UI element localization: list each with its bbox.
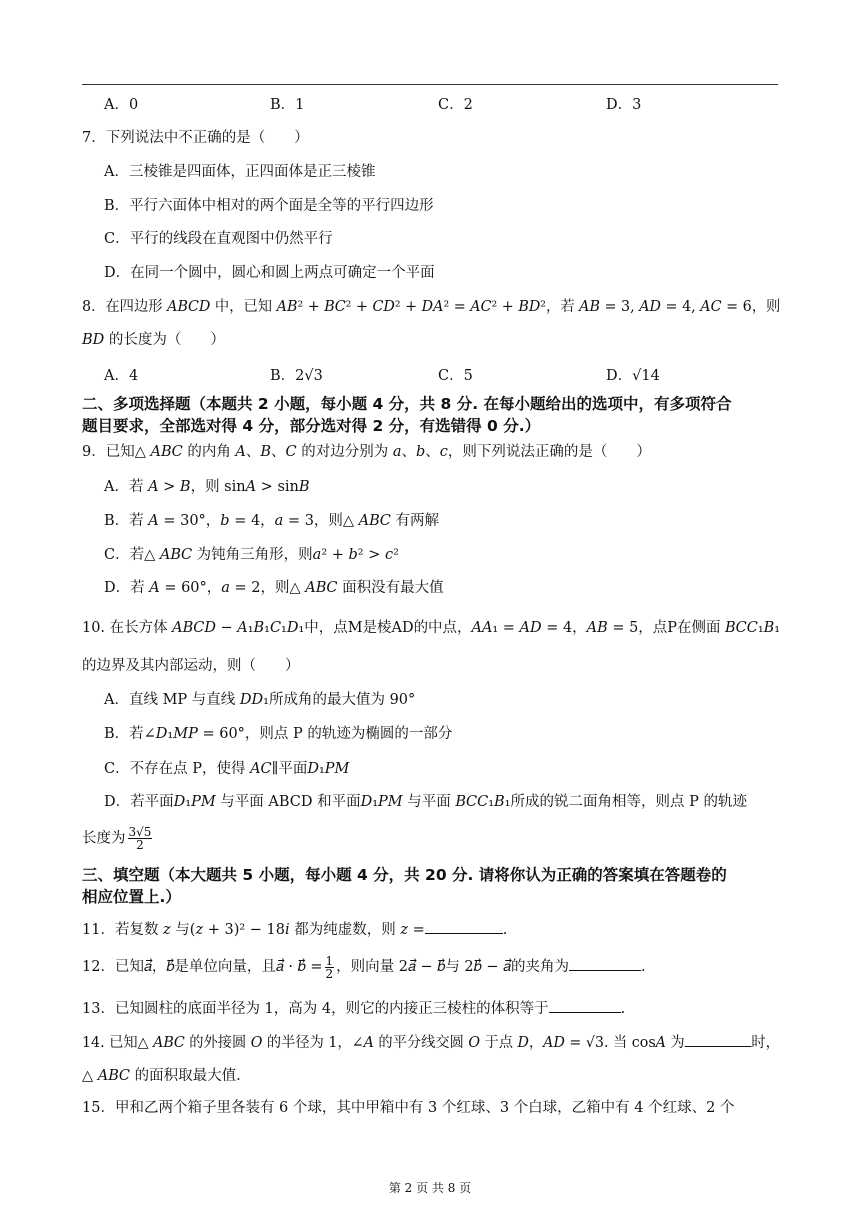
q12 xyxy=(82,954,646,980)
q6-option-c: C．2 xyxy=(438,97,473,113)
q11-end: . xyxy=(502,922,508,938)
q10-d-length-label: 长度为 xyxy=(82,830,126,847)
q10-d-fraction-num: 3√5 xyxy=(128,825,152,839)
section3-heading-line1: 三、填空题（本大题共 5 小题，每小题 4 分，共 20 分. 请将你认为正确的答案填在答题卷的 xyxy=(82,866,727,884)
q10-stem-line2: 的边界及其内部运动，则（ ） xyxy=(82,658,300,674)
q10-option-a: A．直线 MP 与直线 𝐷𝐷₁所成角的最大值为 90° xyxy=(104,692,416,708)
q6-option-d: D．3 xyxy=(606,97,642,113)
q6-option-a: A．0 xyxy=(104,97,139,113)
q10-d-fraction xyxy=(128,826,153,851)
q9-option-b: B．若 𝐴 = 30°，𝑏 = 4，𝑎 = 3，则△ 𝐴𝐵𝐶 有两解 xyxy=(104,513,440,529)
q14-line1-end: 时， xyxy=(751,1035,780,1051)
q8-option-d: D．√14 xyxy=(606,368,660,384)
q9-stem: 9．已知△ 𝐴𝐵𝐶 的内角 𝐴、𝐵、𝐶 的对边分别为 𝑎、𝑏、𝑐，则下列说法正确的是（ ） xyxy=(82,444,651,460)
q13-answer-blank[interactable] xyxy=(549,996,621,1013)
q12-fraction-num: 1 xyxy=(325,953,334,968)
q12-text-pre: 12．已知𝑎⃗，𝑏⃗是单位向量，且𝑎⃗ · 𝑏⃗ = xyxy=(82,959,323,975)
q13-text: 13．已知圆柱的底面半径为 1，高为 4，则它的内接正三棱柱的体积等于 xyxy=(82,1001,549,1017)
q7-option-a: A．三棱锥是四面体，正四面体是正三棱锥 xyxy=(104,164,376,180)
header-rule xyxy=(82,84,778,85)
q12-end: . xyxy=(641,959,646,975)
q10-stem-line1: 10. 在长方体 𝐴𝐵𝐶𝐷 − 𝐴₁𝐵₁𝐶₁𝐷₁中，点M是棱AD的中点，𝐴𝐴₁ = 𝐴𝐷 = 4，𝐴𝐵 = 5，点P在侧面 𝐵𝐶𝐶₁𝐵₁ xyxy=(82,620,781,636)
q13-end: . xyxy=(620,1001,626,1017)
q14-line2: △ 𝐴𝐵𝐶 的面积取最大值. xyxy=(82,1068,241,1084)
q15-line1: 15．甲和乙两个箱子里各装有 6 个球，其中甲箱中有 3 个红球、3 个白球，乙箱中有 4 个红球、2 个 xyxy=(82,1100,735,1116)
q8-option-a: A．4 xyxy=(104,368,139,384)
q11-text: 11．若复数 𝑧 与(𝑧 + 3)² − 18𝑖 都为纯虚数，则 𝑧 = xyxy=(82,922,425,938)
q14-line1 xyxy=(82,1030,780,1053)
q9-option-a: A．若 𝐴 > 𝐵，则 sin𝐴 > sin𝐵 xyxy=(104,479,310,495)
q8-option-c: C．5 xyxy=(438,368,473,384)
q10-d-fraction-den: 2 xyxy=(136,838,144,852)
q10-option-c: C．不存在点 P，使得 𝐴𝐶∥平面𝐷₁𝑃𝑀 xyxy=(104,761,350,777)
q14-answer-blank[interactable] xyxy=(685,1030,752,1047)
q8-stem-line2: 𝐵𝐷 的长度为（ ） xyxy=(82,332,225,348)
q12-answer-blank[interactable] xyxy=(569,954,641,971)
q7-option-d: D．在同一个圆中，圆心和圆上两点可确定一个平面 xyxy=(104,265,435,281)
section2-heading-line2: 题目要求，全部选对得 4 分，部分选对得 2 分，有选错得 0 分.） xyxy=(82,417,541,435)
section2-heading-line1: 二、多项选择题（本题共 2 小题，每小题 4 分，共 8 分. 在每小题给出的选项中，有多项符合 xyxy=(82,395,732,413)
q7-option-c: C．平行的线段在直观图中仍然平行 xyxy=(104,231,333,247)
q6-option-b: B．1 xyxy=(270,97,305,113)
q10-option-d-continued xyxy=(82,826,154,851)
page-footer: 第 2 页 共 8 页 xyxy=(388,1181,472,1195)
q14-text: 14. 已知△ 𝐴𝐵𝐶 的外接圆 𝑂 的半径为 1，∠𝐴 的平分线交圆 𝑂 于点 𝐷，𝐴𝐷 = √3. 当 cos𝐴 为 xyxy=(82,1035,685,1051)
q8-option-b: B．2√3 xyxy=(270,368,323,384)
q7-stem: 7．下列说法中不正确的是（ ） xyxy=(82,130,309,146)
q9-option-c: C．若△ 𝐴𝐵𝐶 为钝角三角形，则𝑎² + 𝑏² > 𝑐² xyxy=(104,547,399,563)
q12-fraction xyxy=(325,955,335,980)
q7-option-b: B．平行六面体中相对的两个面是全等的平行四边形 xyxy=(104,198,434,214)
section3-heading-line2: 相应位置上.） xyxy=(82,888,181,906)
q10-option-b: B．若∠𝐷₁𝑀𝑃 = 60°，则点 P 的轨迹为椭圆的一部分 xyxy=(104,726,453,742)
q8-stem-line1: 8．在四边形 𝐴𝐵𝐶𝐷 中，已知 𝐴𝐵² + 𝐵𝐶² + 𝐶𝐷² + 𝐷𝐴² = 𝐴𝐶² + 𝐵𝐷²，若 𝐴𝐵 = 3, 𝐴𝐷 = 4, 𝐴𝐶 = 6，则 xyxy=(82,299,781,315)
q11 xyxy=(82,917,507,940)
q13 xyxy=(82,996,625,1019)
q12-text-post: ，则向量 2𝑎⃗ − 𝑏⃗与 2𝑏⃗ − 𝑎⃗的夹角为 xyxy=(336,959,570,975)
q9-option-d: D．若 𝐴 = 60°，𝑎 = 2，则△ 𝐴𝐵𝐶 面积没有最大值 xyxy=(104,580,444,596)
q10-option-d: D．若平面𝐷₁𝑃𝑀 与平面 ABCD 和平面𝐷₁𝑃𝑀 与平面 𝐵𝐶𝐶₁𝐵₁所成的锐二面角相等，则点 P 的轨迹 xyxy=(104,794,747,810)
q12-fraction-den: 2 xyxy=(325,966,334,981)
q11-answer-blank[interactable] xyxy=(425,917,503,934)
